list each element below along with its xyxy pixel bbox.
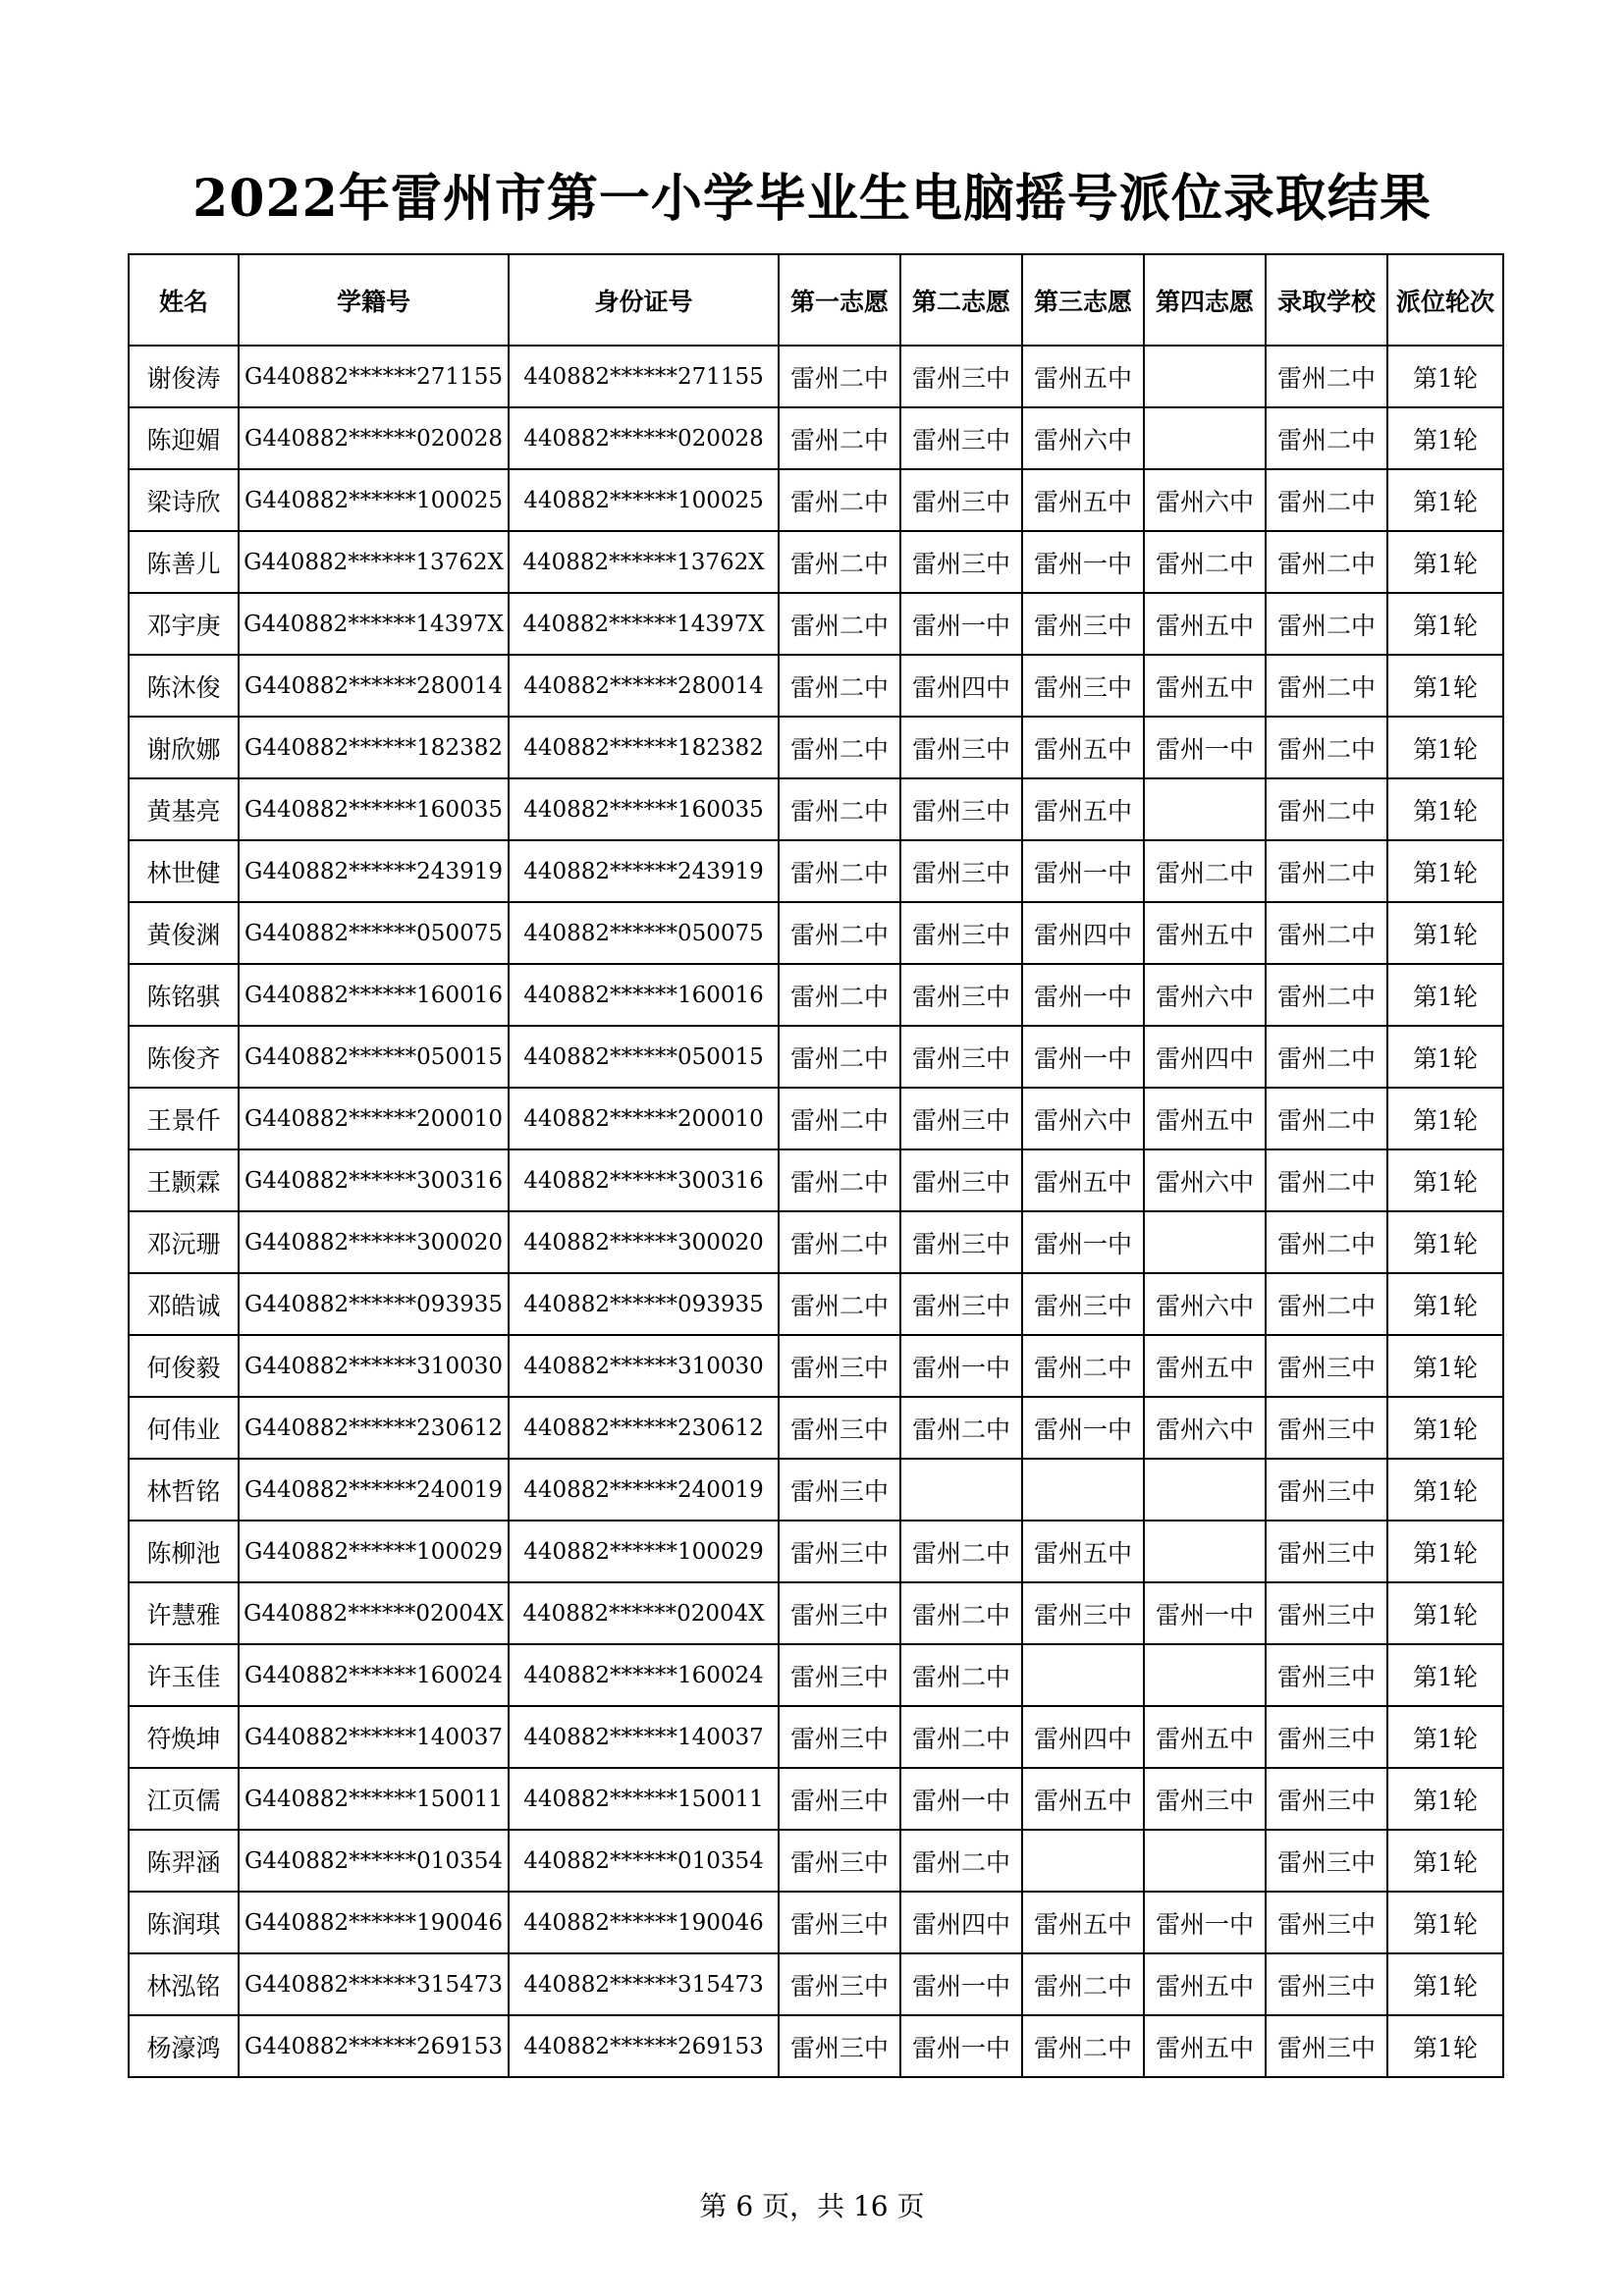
table-row	[129, 1088, 1503, 1149]
choice-3-cell: 雷州一中	[1022, 840, 1144, 902]
assignment-round-cell: 第1轮	[1387, 531, 1503, 593]
id-card-number-cell: 440882******243919	[509, 840, 779, 902]
admitted-school-cell: 雷州二中	[1266, 1211, 1387, 1273]
choice-1-cell: 雷州二中	[779, 655, 900, 717]
student-id-cell: G440882******010354	[239, 1830, 509, 1892]
id-card-number-cell: 440882******300020	[509, 1211, 779, 1273]
admitted-school-cell: 雷州三中	[1266, 1582, 1387, 1644]
choice-3-cell: 雷州三中	[1022, 1582, 1144, 1644]
admitted-school-cell: 雷州三中	[1266, 1397, 1387, 1459]
admitted-school-cell: 雷州三中	[1266, 1644, 1387, 1706]
student-name-cell: 邓宇庚	[129, 593, 239, 655]
admitted-school-cell: 雷州二中	[1266, 346, 1387, 407]
student-name-cell: 许玉佳	[129, 1644, 239, 1706]
choice-4-cell: 雷州六中	[1144, 1149, 1266, 1211]
table-row	[129, 1026, 1503, 1088]
page-footer: 第 6 页，共 16 页	[699, 2190, 925, 2222]
id-card-number-cell: 440882******190046	[509, 1892, 779, 1953]
table-row	[129, 655, 1503, 717]
student-name-cell: 林泓铭	[129, 1953, 239, 2015]
table-row	[129, 531, 1503, 593]
student-name-cell: 林世健	[129, 840, 239, 902]
assignment-round-cell: 第1轮	[1387, 1149, 1503, 1211]
choice-3-cell	[1022, 1644, 1144, 1706]
id-card-number-cell: 440882******230612	[509, 1397, 779, 1459]
id-card-number-cell: 440882******315473	[509, 1953, 779, 2015]
choice-3-cell: 雷州六中	[1022, 1088, 1144, 1149]
student-id-cell: G440882******315473	[239, 1953, 509, 2015]
choice-2-cell: 雷州三中	[900, 1211, 1022, 1273]
choice-1-cell: 雷州二中	[779, 964, 900, 1026]
table-row	[129, 840, 1503, 902]
choice-2-cell: 雷州二中	[900, 1706, 1022, 1768]
column-header-admitted-school: 录取学校	[1266, 254, 1387, 346]
id-card-number-cell: 440882******100025	[509, 469, 779, 531]
table-row	[129, 407, 1503, 469]
choice-3-cell: 雷州五中	[1022, 346, 1144, 407]
id-card-number-cell: 440882******300316	[509, 1149, 779, 1211]
student-name-cell: 陈俊齐	[129, 1026, 239, 1088]
choice-1-cell: 雷州三中	[779, 1706, 900, 1768]
choice-2-cell: 雷州二中	[900, 1830, 1022, 1892]
choice-1-cell: 雷州三中	[779, 2015, 900, 2077]
student-name-cell: 林哲铭	[129, 1459, 239, 1521]
assignment-round-cell: 第1轮	[1387, 1830, 1503, 1892]
choice-2-cell: 雷州三中	[900, 778, 1022, 840]
id-card-number-cell: 440882******13762X	[509, 531, 779, 593]
student-id-cell: G440882******14397X	[239, 593, 509, 655]
id-card-number-cell: 440882******271155	[509, 346, 779, 407]
student-name-cell: 黄基亮	[129, 778, 239, 840]
table-row	[129, 346, 1503, 407]
student-name-cell: 邓沅珊	[129, 1211, 239, 1273]
admission-results-table	[128, 253, 1504, 2078]
admitted-school-cell: 雷州二中	[1266, 1273, 1387, 1335]
choice-4-cell	[1144, 1521, 1266, 1582]
choice-2-cell: 雷州一中	[900, 593, 1022, 655]
choice-2-cell: 雷州四中	[900, 655, 1022, 717]
id-card-number-cell: 440882******200010	[509, 1088, 779, 1149]
choice-4-cell: 雷州一中	[1144, 1892, 1266, 1953]
id-card-number-cell: 440882******010354	[509, 1830, 779, 1892]
student-id-cell: G440882******182382	[239, 717, 509, 778]
choice-2-cell: 雷州一中	[900, 1768, 1022, 1830]
choice-3-cell: 雷州五中	[1022, 717, 1144, 778]
id-card-number-cell: 440882******020028	[509, 407, 779, 469]
choice-2-cell: 雷州三中	[900, 469, 1022, 531]
admitted-school-cell: 雷州三中	[1266, 1830, 1387, 1892]
choice-1-cell: 雷州二中	[779, 1273, 900, 1335]
choice-3-cell: 雷州二中	[1022, 2015, 1144, 2077]
choice-1-cell: 雷州二中	[779, 346, 900, 407]
column-header-student-id: 学籍号	[239, 254, 509, 346]
student-id-cell: G440882******160016	[239, 964, 509, 1026]
table-row	[129, 1768, 1503, 1830]
choice-2-cell: 雷州一中	[900, 1953, 1022, 2015]
admitted-school-cell: 雷州二中	[1266, 593, 1387, 655]
table-row	[129, 778, 1503, 840]
student-name-cell: 江页儒	[129, 1768, 239, 1830]
choice-3-cell: 雷州一中	[1022, 1397, 1144, 1459]
id-card-number-cell: 440882******280014	[509, 655, 779, 717]
choice-1-cell: 雷州三中	[779, 1892, 900, 1953]
student-id-cell: G440882******230612	[239, 1397, 509, 1459]
admitted-school-cell: 雷州二中	[1266, 1088, 1387, 1149]
student-id-cell: G440882******300020	[239, 1211, 509, 1273]
admitted-school-cell: 雷州三中	[1266, 1521, 1387, 1582]
choice-1-cell: 雷州三中	[779, 1644, 900, 1706]
choice-4-cell: 雷州五中	[1144, 655, 1266, 717]
student-id-cell: G440882******050075	[239, 902, 509, 964]
assignment-round-cell: 第1轮	[1387, 407, 1503, 469]
choice-3-cell: 雷州二中	[1022, 1953, 1144, 2015]
choice-1-cell: 雷州三中	[779, 1768, 900, 1830]
id-card-number-cell: 440882******100029	[509, 1521, 779, 1582]
student-name-cell: 王景仟	[129, 1088, 239, 1149]
choice-1-cell: 雷州二中	[779, 469, 900, 531]
admitted-school-cell: 雷州三中	[1266, 1768, 1387, 1830]
choice-4-cell	[1144, 346, 1266, 407]
id-card-number-cell: 440882******182382	[509, 717, 779, 778]
choice-1-cell: 雷州二中	[779, 1211, 900, 1273]
table-row	[129, 1582, 1503, 1644]
id-card-number-cell: 440882******160024	[509, 1644, 779, 1706]
choice-4-cell: 雷州六中	[1144, 1397, 1266, 1459]
choice-3-cell: 雷州一中	[1022, 1026, 1144, 1088]
choice-4-cell	[1144, 1211, 1266, 1273]
student-id-cell: G440882******093935	[239, 1273, 509, 1335]
page-title: 2022年雷州市第一小学毕业生电脑摇号派位录取结果	[192, 169, 1432, 229]
choice-2-cell: 雷州四中	[900, 1892, 1022, 1953]
table-row	[129, 902, 1503, 964]
choice-3-cell: 雷州六中	[1022, 407, 1144, 469]
student-name-cell: 陈羿涵	[129, 1830, 239, 1892]
admitted-school-cell: 雷州二中	[1266, 717, 1387, 778]
student-id-cell: G440882******280014	[239, 655, 509, 717]
id-card-number-cell: 440882******150011	[509, 1768, 779, 1830]
choice-2-cell: 雷州一中	[900, 2015, 1022, 2077]
assignment-round-cell: 第1轮	[1387, 1768, 1503, 1830]
admitted-school-cell: 雷州二中	[1266, 964, 1387, 1026]
assignment-round-cell: 第1轮	[1387, 1273, 1503, 1335]
assignment-round-cell: 第1轮	[1387, 964, 1503, 1026]
table-body	[129, 346, 1503, 2077]
student-id-cell: G440882******243919	[239, 840, 509, 902]
id-card-number-cell: 440882******160035	[509, 778, 779, 840]
choice-2-cell: 雷州二中	[900, 1521, 1022, 1582]
student-id-cell: G440882******02004X	[239, 1582, 509, 1644]
choice-2-cell: 雷州三中	[900, 902, 1022, 964]
choice-2-cell: 雷州二中	[900, 1582, 1022, 1644]
choice-2-cell: 雷州三中	[900, 840, 1022, 902]
choice-3-cell: 雷州五中	[1022, 1149, 1144, 1211]
admitted-school-cell: 雷州二中	[1266, 1149, 1387, 1211]
student-id-cell: G440882******100029	[239, 1521, 509, 1582]
table-row	[129, 1892, 1503, 1953]
choice-3-cell	[1022, 1830, 1144, 1892]
student-id-cell: G440882******190046	[239, 1892, 509, 1953]
choice-1-cell: 雷州二中	[779, 407, 900, 469]
id-card-number-cell: 440882******050075	[509, 902, 779, 964]
admitted-school-cell: 雷州二中	[1266, 902, 1387, 964]
admitted-school-cell: 雷州二中	[1266, 655, 1387, 717]
choice-2-cell: 雷州三中	[900, 1088, 1022, 1149]
admitted-school-cell: 雷州三中	[1266, 1459, 1387, 1521]
choice-1-cell: 雷州三中	[779, 1582, 900, 1644]
table-row	[129, 593, 1503, 655]
table-row	[129, 1335, 1503, 1397]
assignment-round-cell: 第1轮	[1387, 469, 1503, 531]
assignment-round-cell: 第1轮	[1387, 1892, 1503, 1953]
id-card-number-cell: 440882******050015	[509, 1026, 779, 1088]
admitted-school-cell: 雷州三中	[1266, 1335, 1387, 1397]
choice-4-cell: 雷州五中	[1144, 1335, 1266, 1397]
admitted-school-cell: 雷州二中	[1266, 531, 1387, 593]
choice-3-cell: 雷州五中	[1022, 778, 1144, 840]
student-name-cell: 符焕坤	[129, 1706, 239, 1768]
choice-2-cell: 雷州三中	[900, 1273, 1022, 1335]
assignment-round-cell: 第1轮	[1387, 778, 1503, 840]
choice-1-cell: 雷州三中	[779, 1953, 900, 2015]
choice-4-cell	[1144, 407, 1266, 469]
choice-1-cell: 雷州二中	[779, 840, 900, 902]
student-name-cell: 邓皓诚	[129, 1273, 239, 1335]
student-id-cell: G440882******310030	[239, 1335, 509, 1397]
choice-2-cell: 雷州三中	[900, 346, 1022, 407]
choice-4-cell: 雷州五中	[1144, 902, 1266, 964]
id-card-number-cell: 440882******140037	[509, 1706, 779, 1768]
choice-1-cell: 雷州三中	[779, 1335, 900, 1397]
student-id-cell: G440882******300316	[239, 1149, 509, 1211]
column-header-round: 派位轮次	[1387, 254, 1503, 346]
id-card-number-cell: 440882******240019	[509, 1459, 779, 1521]
table-row	[129, 1273, 1503, 1335]
choice-1-cell: 雷州二中	[779, 593, 900, 655]
choice-1-cell: 雷州二中	[779, 778, 900, 840]
table-row	[129, 1953, 1503, 2015]
student-name-cell: 王颢霖	[129, 1149, 239, 1211]
choice-1-cell: 雷州二中	[779, 902, 900, 964]
admitted-school-cell: 雷州三中	[1266, 1953, 1387, 2015]
choice-3-cell: 雷州二中	[1022, 1335, 1144, 1397]
choice-2-cell	[900, 1459, 1022, 1521]
assignment-round-cell: 第1轮	[1387, 2015, 1503, 2077]
admitted-school-cell: 雷州二中	[1266, 1026, 1387, 1088]
choice-2-cell: 雷州一中	[900, 1335, 1022, 1397]
table-row	[129, 2015, 1503, 2077]
choice-2-cell: 雷州三中	[900, 407, 1022, 469]
choice-4-cell	[1144, 1644, 1266, 1706]
assignment-round-cell: 第1轮	[1387, 1953, 1503, 2015]
choice-4-cell: 雷州三中	[1144, 1768, 1266, 1830]
assignment-round-cell: 第1轮	[1387, 1026, 1503, 1088]
id-card-number-cell: 440882******14397X	[509, 593, 779, 655]
choice-3-cell: 雷州一中	[1022, 1211, 1144, 1273]
choice-4-cell: 雷州五中	[1144, 1706, 1266, 1768]
choice-3-cell: 雷州三中	[1022, 655, 1144, 717]
column-header-choice-4: 第四志愿	[1144, 254, 1266, 346]
choice-1-cell: 雷州三中	[779, 1459, 900, 1521]
choice-4-cell: 雷州六中	[1144, 469, 1266, 531]
choice-3-cell: 雷州四中	[1022, 902, 1144, 964]
choice-3-cell: 雷州五中	[1022, 1521, 1144, 1582]
student-name-cell: 陈铭骐	[129, 964, 239, 1026]
choice-4-cell	[1144, 778, 1266, 840]
student-id-cell: G440882******160024	[239, 1644, 509, 1706]
assignment-round-cell: 第1轮	[1387, 1706, 1503, 1768]
admitted-school-cell: 雷州二中	[1266, 407, 1387, 469]
choice-3-cell: 雷州三中	[1022, 1273, 1144, 1335]
choice-2-cell: 雷州二中	[900, 1397, 1022, 1459]
student-id-cell: G440882******160035	[239, 778, 509, 840]
student-name-cell: 陈沐俊	[129, 655, 239, 717]
choice-1-cell: 雷州三中	[779, 1521, 900, 1582]
table-row	[129, 1830, 1503, 1892]
student-name-cell: 陈柳池	[129, 1521, 239, 1582]
student-id-cell: G440882******271155	[239, 346, 509, 407]
choice-4-cell: 雷州六中	[1144, 964, 1266, 1026]
assignment-round-cell: 第1轮	[1387, 1582, 1503, 1644]
student-name-cell: 陈润琪	[129, 1892, 239, 1953]
assignment-round-cell: 第1轮	[1387, 1397, 1503, 1459]
choice-2-cell: 雷州三中	[900, 1149, 1022, 1211]
assignment-round-cell: 第1轮	[1387, 717, 1503, 778]
student-name-cell: 梁诗欣	[129, 469, 239, 531]
column-header-id-card: 身份证号	[509, 254, 779, 346]
choice-4-cell: 雷州四中	[1144, 1026, 1266, 1088]
choice-2-cell: 雷州三中	[900, 531, 1022, 593]
table-row	[129, 1459, 1503, 1521]
admitted-school-cell: 雷州二中	[1266, 840, 1387, 902]
table-row	[129, 1706, 1503, 1768]
column-header-choice-2: 第二志愿	[900, 254, 1022, 346]
assignment-round-cell: 第1轮	[1387, 593, 1503, 655]
id-card-number-cell: 440882******093935	[509, 1273, 779, 1335]
choice-3-cell: 雷州一中	[1022, 964, 1144, 1026]
column-header-choice-1: 第一志愿	[779, 254, 900, 346]
table-row	[129, 469, 1503, 531]
choice-4-cell	[1144, 1830, 1266, 1892]
table-row	[129, 1521, 1503, 1582]
admitted-school-cell: 雷州二中	[1266, 469, 1387, 531]
choice-4-cell: 雷州二中	[1144, 840, 1266, 902]
admitted-school-cell: 雷州二中	[1266, 778, 1387, 840]
id-card-number-cell: 440882******02004X	[509, 1582, 779, 1644]
choice-2-cell: 雷州三中	[900, 1026, 1022, 1088]
choice-3-cell: 雷州五中	[1022, 469, 1144, 531]
choice-4-cell: 雷州五中	[1144, 1088, 1266, 1149]
table-header-row	[129, 254, 1503, 346]
assignment-round-cell: 第1轮	[1387, 346, 1503, 407]
table-row	[129, 1211, 1503, 1273]
choice-1-cell: 雷州二中	[779, 1088, 900, 1149]
choice-4-cell: 雷州五中	[1144, 1953, 1266, 2015]
choice-1-cell: 雷州二中	[779, 717, 900, 778]
choice-4-cell	[1144, 1459, 1266, 1521]
assignment-round-cell: 第1轮	[1387, 1521, 1503, 1582]
choice-3-cell: 雷州五中	[1022, 1768, 1144, 1830]
assignment-round-cell: 第1轮	[1387, 655, 1503, 717]
student-id-cell: G440882******140037	[239, 1706, 509, 1768]
admitted-school-cell: 雷州三中	[1266, 2015, 1387, 2077]
assignment-round-cell: 第1轮	[1387, 840, 1503, 902]
choice-1-cell: 雷州二中	[779, 531, 900, 593]
student-id-cell: G440882******200010	[239, 1088, 509, 1149]
choice-4-cell: 雷州一中	[1144, 1582, 1266, 1644]
assignment-round-cell: 第1轮	[1387, 902, 1503, 964]
choice-3-cell: 雷州五中	[1022, 1892, 1144, 1953]
student-id-cell: G440882******050015	[239, 1026, 509, 1088]
id-card-number-cell: 440882******160016	[509, 964, 779, 1026]
choice-1-cell: 雷州三中	[779, 1397, 900, 1459]
choice-3-cell: 雷州四中	[1022, 1706, 1144, 1768]
student-id-cell: G440882******100025	[239, 469, 509, 531]
admitted-school-cell: 雷州三中	[1266, 1892, 1387, 1953]
table-row	[129, 1644, 1503, 1706]
assignment-round-cell: 第1轮	[1387, 1211, 1503, 1273]
assignment-round-cell: 第1轮	[1387, 1644, 1503, 1706]
student-id-cell: G440882******13762X	[239, 531, 509, 593]
student-name-cell: 许慧雅	[129, 1582, 239, 1644]
choice-4-cell: 雷州五中	[1144, 593, 1266, 655]
assignment-round-cell: 第1轮	[1387, 1459, 1503, 1521]
student-name-cell: 何俊毅	[129, 1335, 239, 1397]
student-name-cell: 杨濠鸿	[129, 2015, 239, 2077]
student-name-cell: 谢欣娜	[129, 717, 239, 778]
choice-3-cell	[1022, 1459, 1144, 1521]
table-row	[129, 964, 1503, 1026]
student-id-cell: G440882******020028	[239, 407, 509, 469]
table-row	[129, 1149, 1503, 1211]
admitted-school-cell: 雷州三中	[1266, 1706, 1387, 1768]
student-name-cell: 黄俊渊	[129, 902, 239, 964]
student-id-cell: G440882******240019	[239, 1459, 509, 1521]
choice-4-cell: 雷州五中	[1144, 2015, 1266, 2077]
assignment-round-cell: 第1轮	[1387, 1088, 1503, 1149]
student-name-cell: 谢俊涛	[129, 346, 239, 407]
choice-1-cell: 雷州二中	[779, 1149, 900, 1211]
column-header-name: 姓名	[129, 254, 239, 346]
choice-4-cell: 雷州六中	[1144, 1273, 1266, 1335]
choice-1-cell: 雷州三中	[779, 1830, 900, 1892]
table-row	[129, 1397, 1503, 1459]
choice-3-cell: 雷州一中	[1022, 531, 1144, 593]
table-row	[129, 717, 1503, 778]
student-name-cell: 何伟业	[129, 1397, 239, 1459]
choice-4-cell: 雷州二中	[1144, 531, 1266, 593]
assignment-round-cell: 第1轮	[1387, 1335, 1503, 1397]
student-name-cell: 陈迎媚	[129, 407, 239, 469]
id-card-number-cell: 440882******269153	[509, 2015, 779, 2077]
choice-1-cell: 雷州二中	[779, 1026, 900, 1088]
column-header-choice-3: 第三志愿	[1022, 254, 1144, 346]
choice-2-cell: 雷州二中	[900, 1644, 1022, 1706]
student-id-cell: G440882******150011	[239, 1768, 509, 1830]
choice-2-cell: 雷州三中	[900, 964, 1022, 1026]
choice-4-cell: 雷州一中	[1144, 717, 1266, 778]
student-id-cell: G440882******269153	[239, 2015, 509, 2077]
choice-3-cell: 雷州三中	[1022, 593, 1144, 655]
student-name-cell: 陈善儿	[129, 531, 239, 593]
choice-2-cell: 雷州三中	[900, 717, 1022, 778]
id-card-number-cell: 440882******310030	[509, 1335, 779, 1397]
